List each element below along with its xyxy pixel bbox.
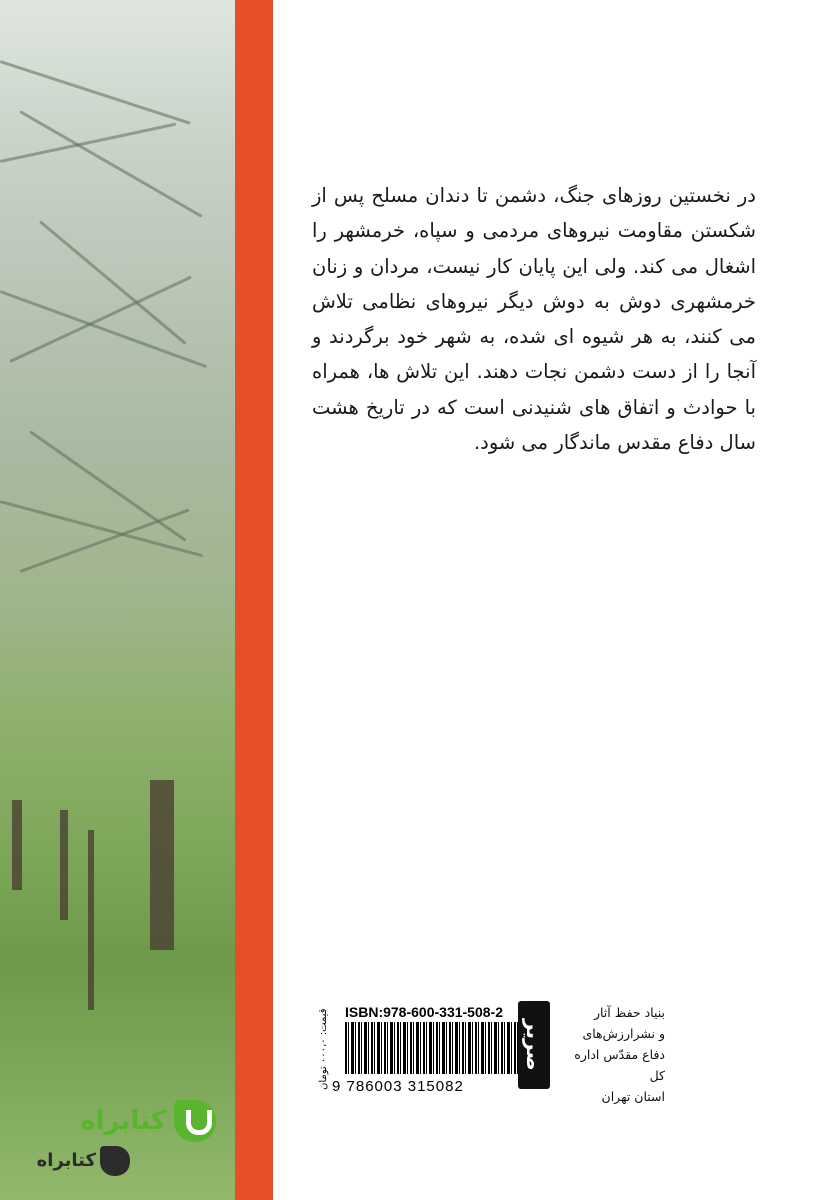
barcode-number: 9 786003 315082 bbox=[332, 1078, 464, 1095]
price-label: قیمت: ۰۰۰،۰ تومان bbox=[318, 1008, 329, 1090]
ketabrah-watermark-dark bbox=[10, 1142, 130, 1182]
ketabrah-logo-small-icon bbox=[100, 1146, 130, 1176]
publisher-line-4: استان تهران bbox=[601, 1089, 665, 1104]
ketabrah-logo-icon bbox=[174, 1100, 216, 1142]
ketabrah-watermark-text: کتابراه bbox=[80, 1106, 166, 1136]
publisher-line-1: بنیاد حفظ آثار bbox=[593, 1005, 665, 1020]
publisher-line-3: دفاع مقدّس اداره کل bbox=[574, 1047, 665, 1083]
ketabrah-watermark-green bbox=[46, 1100, 216, 1146]
barcode bbox=[345, 1022, 521, 1074]
publisher-logo bbox=[518, 1001, 550, 1089]
palm-trees-photo bbox=[0, 0, 235, 1200]
isbn-label: ISBN:978-600-331-508-2 bbox=[345, 1004, 503, 1020]
publisher-info bbox=[555, 1002, 665, 1107]
ketabrah-watermark-small-text: کتابراه bbox=[36, 1150, 96, 1171]
publisher-line-2: و نشرارزش‌های bbox=[582, 1026, 665, 1041]
cover-spine-stripe bbox=[235, 0, 273, 1200]
publisher-logo-text: صریر bbox=[522, 1019, 546, 1071]
back-cover-blurb: در نخستین روزهای جنگ، دشمن تا دندان مسلح پس از شکستن مقاومت نیروهای مردمی و سپاه، خرمشهر را اشغال می کند. ولی این پایان کار نیست، مردان و زنان خرمشهری دوش به دوش دیگر نیروهای نظامی تلاش می کنند، به هر شیوه ای شده، به شهر خود برگردند و آنجا را از دست دشمن نجات دهند. این تلاش ها، همراه با حوادث و اتفاق های شنیدنی است که در تاریخ هشت سال دفاع مقدس ماندگار می شود. bbox=[312, 184, 756, 455]
